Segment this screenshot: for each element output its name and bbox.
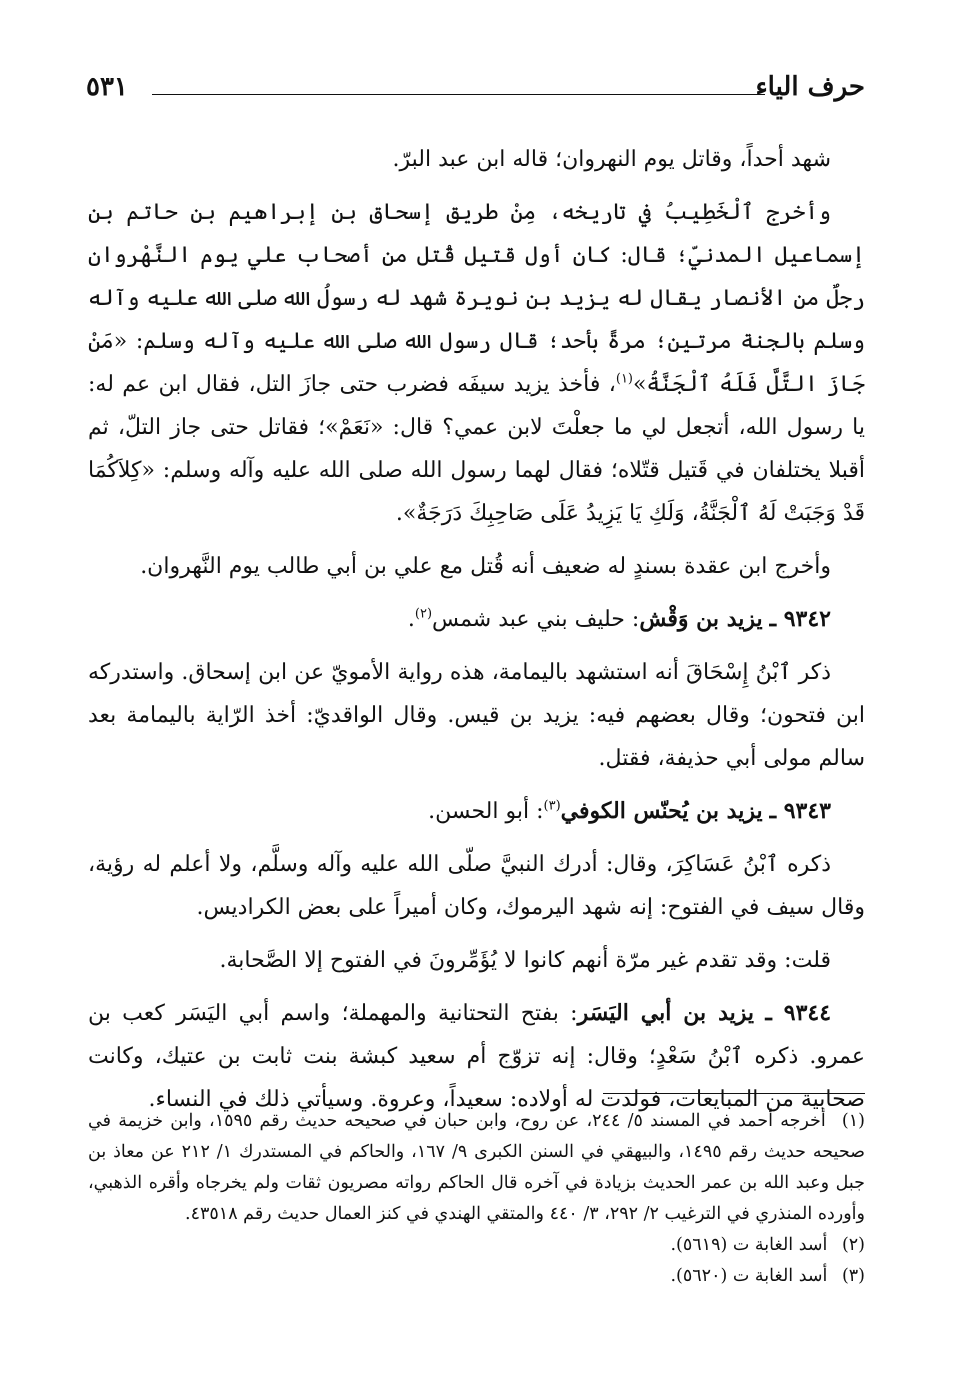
paragraph-text: ذكره ٱبْنُ عَسَاكِرَ، وقال: أدرك النبيَّ صلّى الله عليه وآله وسلَّم، ولا أعلم له رؤية، وقال سيف في الفتوح: إنه شهد اليرموك، وكان أميراً على بعض الكراديس. (88, 852, 865, 920)
entry-number: ٩٣٤٢ ـ (769, 606, 831, 632)
paragraph-text: ذكر ٱبْنُ إِسْحَاقَ أنه استشهد باليمامة، هذه رواية الأمويّ عن ابن إسحاق. واستدركه ابن فتحون؛ وقال بعضهم فيه: يزيد بن قيس. وقال الواقديّ: أخذ الرّاية باليمامة بعد سالم مولى أبي حذيفة، فقتل. (88, 660, 865, 771)
entry-name: يزيد بن أبي اليَسَر (577, 1000, 755, 1026)
footnote-ref[interactable]: (٣) (543, 798, 561, 814)
paragraph (88, 138, 865, 181)
paragraph (88, 939, 865, 982)
footnote-text: أسد الغابة ت (٥٦٢٠). (670, 1266, 828, 1286)
entry-name: يزيد بن وَقْش (639, 606, 763, 632)
entry-number: ٩٣٤٤ ـ (765, 1000, 832, 1026)
footnote-mark: (٣) (841, 1266, 865, 1286)
page-number: ٥٣١ (86, 72, 128, 102)
chapter-title: حرف الياء (755, 72, 865, 102)
footnote-mark: (٢) (841, 1235, 865, 1255)
paragraph (88, 651, 865, 780)
page-header (86, 66, 865, 110)
main-text (88, 138, 865, 1131)
entry-heading (88, 790, 865, 833)
footnote (88, 1230, 865, 1261)
paragraph (88, 843, 865, 929)
paragraph-text: وأخرج ٱلْخَطِيبُ في تاريخه، مِنْ طريق إسحاق بن إبراهيم بن حاتم بن إسماعيل المدنيّ؛ قال: كان أول قتيل قُتل من أصحاب علي يوم النَّهْروان رجلٌ من الأنصار يقال له يزيد بن نويرة شهد له رسولُ الله صلى الله عليه وآله وسلم بالجنة مرتين؛ مرةً بأحد؛ قال رسول الله صلى الله عليه وآله وسلم: «مَنْ جَازَ التَّلَّ فَلَهُ ٱلْجَنَّةُ» (88, 200, 865, 397)
entry-heading: ٩٣٤٢ ـ يزيد بن وَقْش: حليف بني عبد شمس$^{(٢)}$. (407, 606, 831, 632)
footnote-ref[interactable]: (٢) (414, 606, 433, 622)
paragraph-text: ، فأخذ يزيد سيفَه فضرب حتى جازَ التل، فقال ابن عم له: يا رسول الله، أتجعل لي ما جعلْتَ لابن عمي؟ قال: «نَعَمْ»؛ فقاتل حتى جاز التلّ، ثم أقبلا يختلفان في قَتيل قتّلاه؛ فقال لهما رسول الله صلى الله عليه وآله وسلم: «كِلاَكُمَا قَدْ وَجَبَتْ لَهُ ٱلْجَنَّةُ، وَلَكِ يَا يَزِيدُ عَلَى صَاحِبِكَ دَرَجَةٌ». (88, 372, 865, 526)
paragraph-text: وأخرج ابن عقدة بسندٍ له ضعيف أنه قُتل مع علي بن أبي طالب يوم النَّهروان. (140, 554, 831, 579)
footnote-ref[interactable]: (١) (615, 371, 633, 387)
footnote (88, 1106, 865, 1230)
footnote-text: أخرجه أحمد في المسند ٥/ ٢٤٤، عن روح، وابن حبان في صحيحه حديث رقم ١٥٩٥، وابن خزيمة في صحيحه حديث رقم ١٤٩٥، والبيهقي في السنن الكبرى ٩/ ١٦٧، والحاكم في المستدرك ١/ ٢١٢ عن معاذ بن جبل وعبد الله بن عمر الحديث بزيادة في آخره قال الحاكم رواته مصريون ثقات ولم يخرجاه وأقره الذهبي، وأورده المنذري في الترغيب ٢/ ٢٩٢، ٣/ ٤٤٠ والمتقي الهندي في كنز العمال حديث رقم ٤٣٥١٨. (88, 1111, 865, 1224)
entry-name: يزيد بن يُحنّس الكوفي (560, 798, 763, 824)
footnote-rule (603, 1093, 865, 1094)
entry-text: : أبو الحسن. (428, 799, 544, 824)
footnote-text: أسد الغابة ت (٥٦١٩). (670, 1235, 828, 1255)
footnote-mark: (١) (841, 1111, 865, 1131)
footnote (88, 1261, 865, 1292)
header-rule (152, 94, 765, 95)
footnotes (88, 1106, 865, 1292)
entry-text: حليف بني عبد شمس (432, 607, 625, 632)
entry-text: : بفتح التحتانية والمهملة؛ واسم أبي اليَسَر كعب بن عمرو. ذكره ٱبْنُ سَعْدٍ؛ وقال: إنه تزوّج أم سعيد كبشة بنت ثابت بن عتيك، وكانت صحابية من المبايعات، فولدت له أولاده: سعيداً، وعروة. وسيأتي ذلك في النساء. (88, 1001, 865, 1112)
entry-text: . (407, 607, 415, 632)
paragraph-text: قلت: وقد تقدم غير مرّة أنهم كانوا لا يُؤَمِّرونَ في الفتوح إلا الصَّحابة. (219, 948, 831, 973)
paragraph (88, 545, 865, 588)
paragraph-text: شهد أحداً، وقاتل يوم النهروان؛ قاله ابن عبد البرّ. (392, 147, 831, 172)
entry-heading (88, 992, 865, 1121)
paragraph (88, 191, 865, 535)
entry-number: ٩٣٤٣ ـ (769, 798, 831, 824)
